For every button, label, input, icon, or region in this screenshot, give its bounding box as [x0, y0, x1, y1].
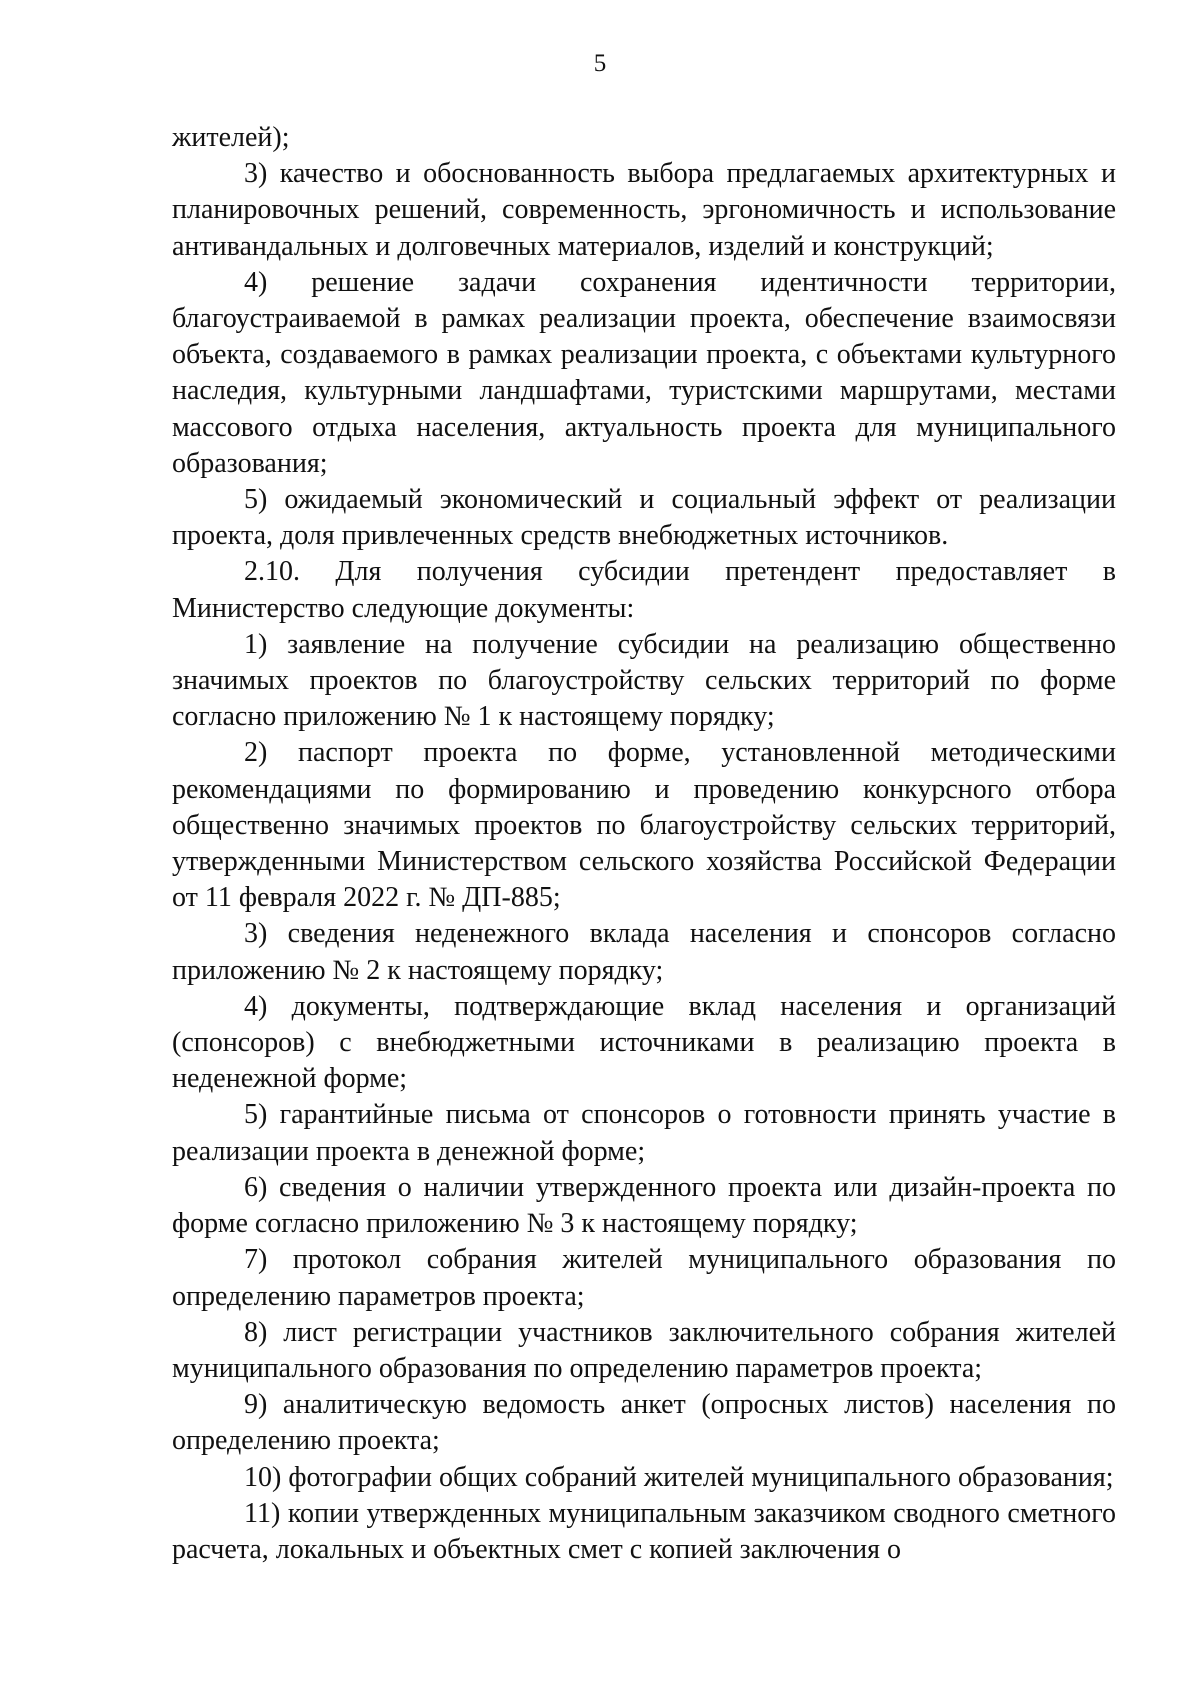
paragraph-doc-8: 8) лист регистрации участников заключительного собрания жителей муниципального образования по определению параметров проекта;	[172, 1316, 1116, 1384]
paragraph-item-4: 4) решение задачи сохранения идентичности территории, благоустраиваемой в рамках реализации проекта, обеспечение взаимосвязи объекта, создаваемого в рамках реализации проекта, с объектами культурного наследия, культурными ландшафтами, туристскими маршрутами, местами массового отдыха населения, актуальность проекта для муниципального образования;	[172, 266, 1116, 479]
paragraph-doc-7: 7) протокол собрания жителей муниципального образования по определению параметров проекта;	[172, 1244, 1116, 1312]
paragraph-doc-11: 11) копии утвержденных муниципальным заказчиком сводного сметного расчета, локальных и объектных смет с копией заключения о	[172, 1497, 1116, 1565]
paragraph-doc-4: 4) документы, подтверждающие вклад населения и организаций (спонсоров) с внебюджетными источниками в реализацию проекта в неденежной форме;	[172, 990, 1116, 1095]
paragraph-doc-3: 3) сведения неденежного вклада населения и спонсоров согласно приложению № 2 к настоящему порядку;	[172, 918, 1116, 986]
paragraph-doc-2: 2) паспорт проекта по форме, установленной методическими рекомендациями по формированию и проведению конкурсного отбора общественно значимых проектов по благоустройству сельских территорий, утвержденными Министерством сельского хозяйства Российской Федерации от 11 февраля 2022 г. № ДП-885;	[172, 737, 1116, 914]
paragraph-item-5: 5) ожидаемый экономический и социальный эффект от реализации проекта, доля привлеченных средств внебюджетных источников.	[172, 484, 1116, 552]
paragraph-doc-6: 6) сведения о наличии утвержденного проекта или дизайн-проекта по форме согласно приложению № 3 к настоящему порядку;	[172, 1171, 1116, 1240]
paragraph-continuation: жителей);	[172, 122, 290, 153]
paragraph-doc-5: 5) гарантийные письма от спонсоров о готовности принять участие в реализации проекта в денежной форме;	[172, 1099, 1116, 1167]
document-body	[172, 120, 1116, 1568]
paragraph-section-2-10: 2.10. Для получения субсидии претендент предоставляет в Министерство следующие документы:	[172, 556, 1116, 624]
paragraph-doc-9: 9) аналитическую ведомость анкет (опросных листов) населения по определению проекта;	[172, 1389, 1116, 1457]
paragraph-doc-1: 1) заявление на получение субсидии на реализацию общественно значимых проектов по благоустройству сельских территорий по форме согласно приложению № 1 к настоящему порядку;	[172, 628, 1116, 733]
page-number: 5	[593, 50, 607, 77]
paragraph-doc-10: 10) фотографии общих собраний жителей муниципального образования;	[244, 1461, 1114, 1493]
paragraph-item-3: 3) качество и обоснованность выбора предлагаемых архитектурных и планировочных решений, современность, эргономичность и использование антивандальных и долговечных материалов, изделий и конструкций;	[172, 158, 1116, 262]
